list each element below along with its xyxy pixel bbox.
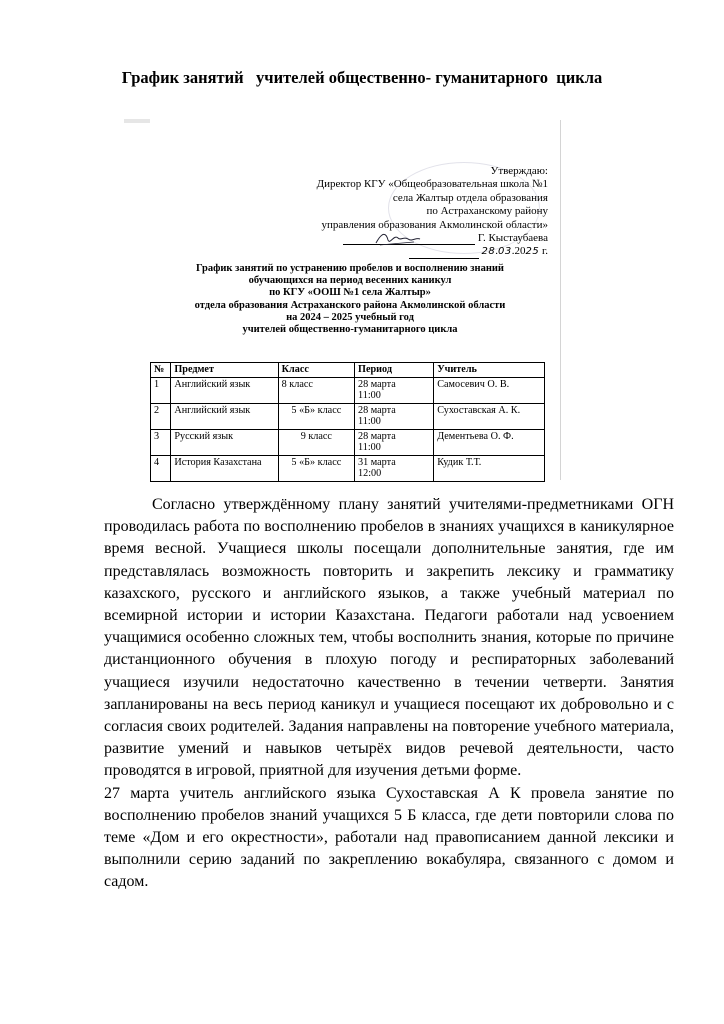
column-header: № [151,363,171,378]
approval-block [248,165,548,259]
row-period [355,403,434,429]
table-header-row [151,363,545,378]
approval-line: управления образования Акмолинской области» [321,218,548,231]
column-header: Учитель [434,363,545,378]
period-time: 11:00 [358,442,381,453]
row-teacher: Сухоставская А. К. [434,403,545,429]
schedule-heading-line: отдела образования Астраханского района Акмолинской области [194,299,506,311]
period-date: 28 марта [358,430,396,442]
column-header: Класс [278,363,354,378]
date-year-suffix: 25 [525,246,540,258]
date-suffix: г. [541,245,548,258]
row-subject: Английский язык [171,377,278,403]
row-teacher: Дементьева О. Ф. [434,429,545,455]
schedule-heading-line: График занятий по устранению пробелов и восполнению знаний [196,263,504,274]
date-day: 28 [481,246,496,258]
schedule-heading-line: на 2024 – 2025 учебный год [286,311,414,323]
row-number: 1 [151,377,171,403]
report-paragraph: Согласно утверждённому плану занятий учителями-предметниками ОГН проводилась работа по восполнению пробелов в знаниях учащихся в каникулярное время весной. Учащиеся школы посещали дополнительные занятия, где им представлялась возможность повторить и закрепить лексику и грамматику казахского, русского и английского языков, а также учебный материал по всемирной истории и истории Казахстана. Педагоги работали над усвоением учащимися особенно сложных тем, чтобы восполнить знания, которые по причине дистанционного обучения в плохую погоду и респираторных заболеваний учащиеся изучили недостаточно качественно в течении четверти. Занятия запланированы на весь период каникул и учащиеся посещают их добровольно и с согласия своих родителей. Задания направлены на повторение учебного материала, развитие умений и навыков четырёх видов речевой деятельности, часто проводятся в игровой, приятной для изучения детьми форме. [104,496,674,780]
table-row [151,403,545,429]
schedule-heading-line: по КГУ «ООШ №1 села Жалтыр» [269,287,431,299]
period-time: 11:00 [358,416,381,427]
report-body [104,494,674,894]
period-time: 11:00 [358,390,381,401]
table-row [151,377,545,403]
row-class: 9 класс [278,429,354,455]
row-number: 2 [151,403,171,429]
period-date: 31 марта [358,456,396,468]
table-row [151,455,545,481]
director-name: Г. Кыстаубаева [477,232,548,245]
schedule-heading [140,263,560,336]
row-number: 3 [151,429,171,455]
approval-line: по Астраханскому району [426,205,548,218]
table-row [151,429,545,455]
scan-edge [560,120,561,480]
approval-heading: Утверждаю: [490,165,548,177]
row-period [355,377,434,403]
column-header: Предмет [171,363,278,378]
column-header: Период [355,363,434,378]
row-period [355,455,434,481]
row-class: 5 «Б» класс [278,403,354,429]
report-paragraph: 27 марта учитель английского языка Сухоставская А К провела занятие по восполнению пробелов знаний учащихся 5 Б класса, где дети повторили слова по теме «Дом и его окрестности», работали над правописанием данной лексики и выполнили серию заданий по закреплению вокабуляра, связанного с домом и садом. [104,784,674,891]
date-month: 03 [498,246,512,258]
approval-line: Директор КГУ «Общеобразовательная школа №1 [316,178,548,191]
row-class: 8 класс [278,377,354,403]
period-time: 12:00 [358,468,382,479]
row-teacher: Кудик Т.Т. [434,455,545,481]
row-class: 5 «Б» класс [278,455,354,481]
row-number: 4 [151,455,171,481]
schedule-heading-line: учителей общественно-гуманитарного цикла [242,324,458,336]
row-subject: История Казахстана [171,455,278,481]
signature-row [248,232,548,245]
period-date: 28 марта [358,378,396,390]
approval-line: села Жалтыр отдела образования [392,191,548,204]
date-year-prefix: 20 [514,245,526,258]
page-title: График занятий учителей общественно- гуманитарного цикла [121,68,603,87]
approval-date: 28.03.2025 г. [248,245,548,258]
schedule-table [150,362,545,482]
row-subject: Английский язык [171,403,278,429]
schedule-heading-line: обучающихся на период весенних каникул [248,275,452,287]
row-subject: Русский язык [171,429,278,455]
period-date: 28 марта [358,404,396,416]
scan-corner-mark [124,119,150,123]
row-teacher: Самосевич О. В. [434,377,545,403]
signature-icon [374,230,422,248]
row-period [355,429,434,455]
